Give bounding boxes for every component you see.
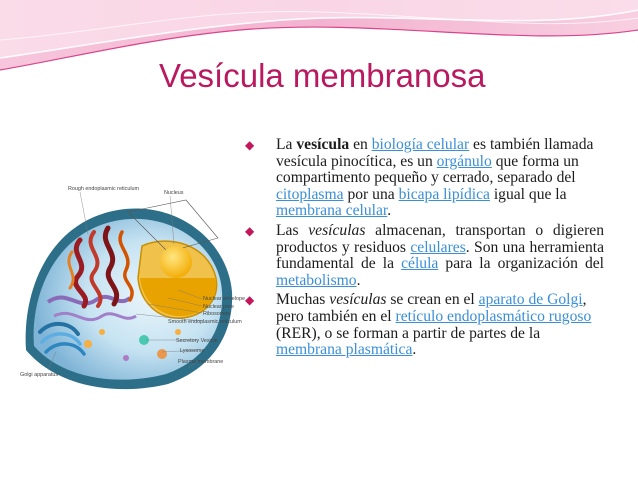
term-vesicula: vesícula — [296, 136, 350, 153]
label-plasma-membrane: Plasma membrane — [178, 359, 224, 365]
term-vesiculas: vesículas — [329, 291, 387, 309]
bullet-marker: ◆ — [245, 223, 255, 238]
label-nuclear-envelope: Nuclear envelope — [203, 296, 245, 302]
link-citoplasma[interactable]: citoplasma — [276, 185, 344, 203]
link-celula[interactable]: célula — [401, 255, 439, 273]
bullet-item-1 — [242, 137, 604, 220]
text-run: . Son una herramienta fundamental de la — [276, 238, 604, 273]
link-reticulo-endoplasmatico-rugoso[interactable]: retículo endoplasmático rugoso — [395, 307, 592, 325]
text-run: en — [349, 136, 372, 153]
label-nuclear-pore: Nuclear pore — [203, 304, 234, 310]
text-run: para la organización del — [438, 255, 604, 273]
label-nucleus: Nucleus — [164, 190, 184, 196]
label-smooth-er: Smooth endoplasmic reticulum — [168, 319, 242, 325]
label-lysosome: Lysosome — [180, 348, 205, 354]
text-run: se crean en el — [386, 291, 479, 309]
text-run: almacenan, transportan o digieren productos y residuos — [276, 221, 604, 256]
link-metabolismo[interactable]: metabolismo — [276, 271, 357, 289]
text-run: La — [276, 136, 297, 153]
text-run: igual que la — [489, 185, 567, 203]
text-run: Muchas — [276, 291, 330, 309]
text-run: es también llamada vesícula pinocítica, es un — [276, 136, 594, 170]
link-biologia-celular[interactable]: biología celular — [371, 136, 470, 153]
label-golgi: Golgi apparatus — [20, 372, 59, 378]
text-run: por una — [343, 185, 399, 203]
link-celulares[interactable]: celulares — [410, 238, 466, 256]
text-run: . — [412, 341, 417, 359]
label-ribosomes: Ribosomes — [203, 311, 230, 317]
label-rough-er: Rough endoplasmic reticulum — [68, 186, 140, 192]
cell-diagram — [18, 182, 245, 394]
link-membrana-celular[interactable]: membrana celular — [276, 202, 388, 220]
bullet-list — [242, 137, 604, 362]
text-run: Las — [276, 221, 309, 239]
text-run: que forma un compartimento pequeño y cerrado, separado del — [276, 152, 579, 187]
bullet-marker: ◆ — [245, 138, 255, 152]
label-secretory-vesicle: Secretory Vesicle — [176, 338, 218, 344]
text-run: (RER), o se forman a partir de partes de la — [276, 324, 541, 342]
text-run: , pero también en el — [276, 291, 587, 325]
slide-title: Vesícula membranosa — [159, 57, 486, 94]
bullet-item-2 — [242, 223, 604, 289]
bullet-marker: ◆ — [245, 293, 255, 308]
link-organulo[interactable]: orgánulo — [436, 152, 492, 170]
link-aparato-de-golgi[interactable]: aparato de Golgi — [478, 291, 583, 309]
bullet-item-3 — [242, 292, 604, 358]
nucleolus-shape — [160, 246, 192, 278]
term-vesiculas: vesículas — [308, 221, 366, 239]
text-run: . — [387, 202, 392, 220]
link-membrana-plasmatica[interactable]: membrana plasmática — [276, 341, 413, 359]
link-bicapa-lipidica[interactable]: bicapa lipídica — [398, 185, 490, 203]
text-run: . — [356, 271, 361, 289]
